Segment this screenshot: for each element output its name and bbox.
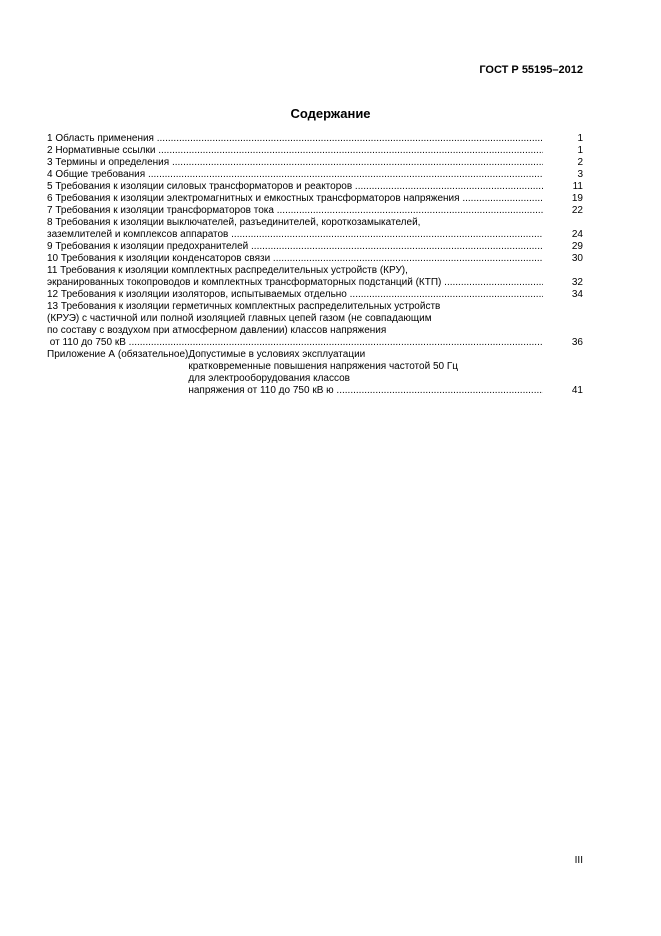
toc-entry-title: по составу с воздухом при атмосферном давлении) классов напряжения xyxy=(47,325,387,336)
toc-entry[interactable] xyxy=(47,193,583,205)
toc-entry-title: 7 Требования к изоляции трансформаторов тока ..... xyxy=(47,205,543,217)
toc-entry[interactable] xyxy=(47,181,583,193)
toc-entry[interactable] xyxy=(47,253,583,265)
toc-entry-title: 8 Требования к изоляции выключателей, разъединителей, короткозамыкателей, xyxy=(47,217,421,228)
appendix-title: для электрооборудования классов xyxy=(188,373,350,384)
toc-entry-title: 13 Требования к изоляции герметичных комплектных распределительных устройств xyxy=(47,301,441,312)
toc-entry-title: 5 Требования к изоляции силовых трансформаторов и реакторов ..... xyxy=(47,181,543,193)
toc-page-number: 19 xyxy=(571,193,583,204)
toc-entry[interactable] xyxy=(47,205,583,217)
toc-entry-title: 1 Область применения ..... xyxy=(47,133,543,145)
toc-entry-title: 6 Требования к изоляции электромагнитных и емкостных трансформаторов напряжения ..... xyxy=(47,193,543,205)
toc-page-number: 11 xyxy=(572,181,583,192)
toc-entry[interactable] xyxy=(47,157,583,169)
toc-entry[interactable] xyxy=(47,169,583,181)
page-title: Содержание xyxy=(290,106,371,121)
toc-entry-title: 9 Требования к изоляции предохранителей ..... xyxy=(47,241,543,253)
appendix-title: Допустимые в условиях эксплуатации xyxy=(188,349,366,360)
toc-entry-appendix[interactable] xyxy=(47,349,583,397)
table-of-contents xyxy=(47,133,583,397)
toc-page-number: 32 xyxy=(571,277,583,288)
page-number: III xyxy=(574,855,583,866)
toc-entry[interactable] xyxy=(47,145,583,157)
toc-entry-title: 12 Требования к изоляции изоляторов, испытываемых отдельно ..... xyxy=(47,289,543,301)
toc-entry[interactable] xyxy=(47,265,583,289)
toc-entry-title: 2 Нормативные ссылки ..... xyxy=(47,145,543,157)
toc-entry[interactable] xyxy=(47,289,583,301)
appendix-label: Приложение А (обязательное) xyxy=(47,349,189,360)
appendix-title: напряжения от 110 до 750 кВ ю ..... xyxy=(188,385,543,397)
toc-entry-title: заземлителей и комплексов аппаратов ..... xyxy=(47,229,543,241)
toc-page-number: 2 xyxy=(577,157,583,168)
toc-page-number: 1 xyxy=(577,133,583,144)
toc-entry-title: от 110 до 750 кВ ..... xyxy=(47,337,543,349)
toc-page-number: 3 xyxy=(577,169,583,180)
toc-page-number: 36 xyxy=(571,337,583,348)
toc-entry-title: 4 Общие требования ..... xyxy=(47,169,543,181)
toc-page-number: 24 xyxy=(571,229,583,240)
toc-entry-title: 3 Термины и определения ..... xyxy=(47,157,543,169)
toc-entry-title: экранированных токопроводов и комплектных трансформаторных подстанций (КТП) ..... xyxy=(47,277,543,289)
toc-entry-title: 11 Требования к изоляции комплектных распределительных устройств (КРУ), xyxy=(47,265,408,276)
toc-page-number: 34 xyxy=(571,289,583,300)
toc-entry-title: (КРУЭ) с частичной или полной изоляцией главных цепей газом (не совпадающим xyxy=(47,313,432,324)
toc-page-number: 1 xyxy=(577,145,583,156)
toc-page-number: 30 xyxy=(571,253,583,264)
toc-entry[interactable] xyxy=(47,241,583,253)
appendix-title: кратковременные повышения напряжения частотой 50 Гц xyxy=(188,361,458,372)
toc-page-number: 41 xyxy=(571,385,583,396)
toc-entry[interactable] xyxy=(47,133,583,145)
toc-entry[interactable] xyxy=(47,301,583,349)
document-code: ГОСТ Р 55195–2012 xyxy=(479,64,583,76)
toc-page-number: 29 xyxy=(571,241,583,252)
toc-entry-title: 10 Требования к изоляции конденсаторов связи ..... xyxy=(47,253,543,265)
toc-entry[interactable] xyxy=(47,217,583,241)
toc-page-number: 22 xyxy=(571,205,583,216)
